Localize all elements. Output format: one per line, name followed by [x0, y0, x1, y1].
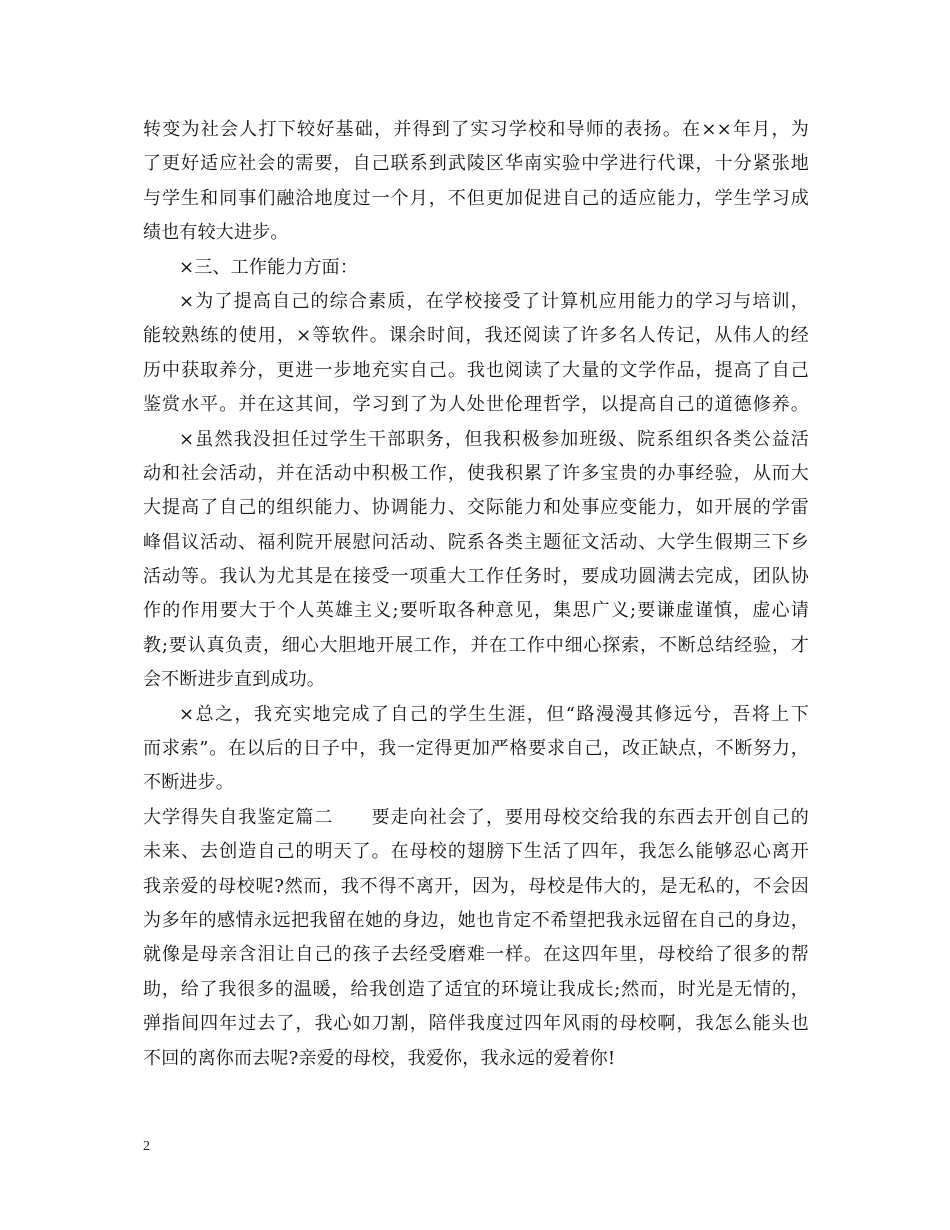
text-line: 不断进步。	[143, 772, 234, 794]
text-line: ×三、工作能力方面：	[179, 256, 359, 278]
text-line: 历中获取养分，更进一步地充实自己。我也阅读了大量的文学作品，提高了自己	[143, 359, 809, 381]
text-line: 转变为社会人打下较好基础，并得到了实习学校和导师的表扬。在××年月，为	[143, 119, 809, 140]
text-line: 大提高了自己的组织能力、协调能力、交际能力和处事应变能力，如开展的学雷	[143, 497, 809, 519]
text-line: ×总之，我充实地完成了自己的学生生涯，但“路漫漫其修远兮，吾将上下	[179, 703, 809, 725]
text-line: 会不断进步直到成功。	[143, 669, 325, 691]
text-line: 活动等。我认为尤其是在接受一项重大工作任务时，要成功圆满去完成，团队协	[143, 566, 809, 588]
text-line: 动和社会活动，并在活动中积极工作，使我积累了许多宝贵的办事经验，从而大	[143, 462, 809, 484]
text-line: 与学生和同事们融洽地度过一个月，不但更加促进自己的适应能力，学生学习成	[143, 187, 809, 209]
page-number: 2	[143, 1139, 150, 1154]
body-text	[143, 113, 809, 1076]
text-line: 大学得失自我鉴定篇二 要走向社会了，要用母校交给我的东西去开创自己的	[143, 806, 809, 828]
text-line: 就像是母亲含泪让自己的孩子去经受磨难一样。在这四年里，母校给了很多的帮	[143, 944, 809, 966]
text-line: 教;要认真负责，细心大胆地开展工作，并在工作中细心探索，不断总结经验，才	[143, 634, 809, 656]
text-line: 助，给了我很多的温暖，给我创造了适宜的环境让我成长;然而，时光是无情的，	[143, 978, 809, 1000]
text-line: 而求索”。在以后的日子中，我一定得更加严格要求自己，改正缺点，不断努力，	[143, 738, 809, 760]
text-line: 为多年的感情永远把我留在她的身边，她也肯定不希望把我永远留在自己的身边，	[143, 909, 809, 931]
text-line: 了更好适应社会的需要，自己联系到武陵区华南实验中学进行代课，十分紧张地	[143, 153, 809, 175]
text-line: 绩也有较大进步。	[143, 222, 289, 244]
text-line: 作的作用要大于个人英雄主义;要听取各种意见，集思广义;要谦虚谨慎，虚心请	[143, 600, 809, 622]
text-line: ×虽然我没担任过学生干部职务，但我积极参加班级、院系组织各类公益活	[179, 428, 809, 450]
text-line: 鉴赏水平。并在这其间，学习到了为人处世伦理哲学，以提高自己的道德修养。	[143, 394, 809, 416]
text-line: 未来、去创造自己的明天了。在母校的翅膀下生活了四年，我怎么能够忍心离开	[143, 841, 809, 863]
text-line: 能较熟练的使用，×等软件。课余时间，我还阅读了许多名人传记，从伟人的经	[143, 325, 809, 347]
text-line: 不回的离你而去呢?亲爱的母校，我爱你，我永远的爱着你!	[143, 1047, 616, 1069]
text-line: 弹指间四年过去了，我心如刀割，陪伴我度过四年风雨的母校啊，我怎么能头也	[143, 1013, 809, 1035]
text-line: 我亲爱的母校呢?然而，我不得不离开，因为，母校是伟大的，是无私的，不会因	[143, 875, 809, 897]
text-line: 峰倡议活动、福利院开展慰问活动、院系各类主题征文活动、大学生假期三下乡	[143, 531, 809, 553]
text-line: ×为了提高自己的综合素质，在学校接受了计算机应用能力的学习与培训，	[179, 290, 809, 312]
